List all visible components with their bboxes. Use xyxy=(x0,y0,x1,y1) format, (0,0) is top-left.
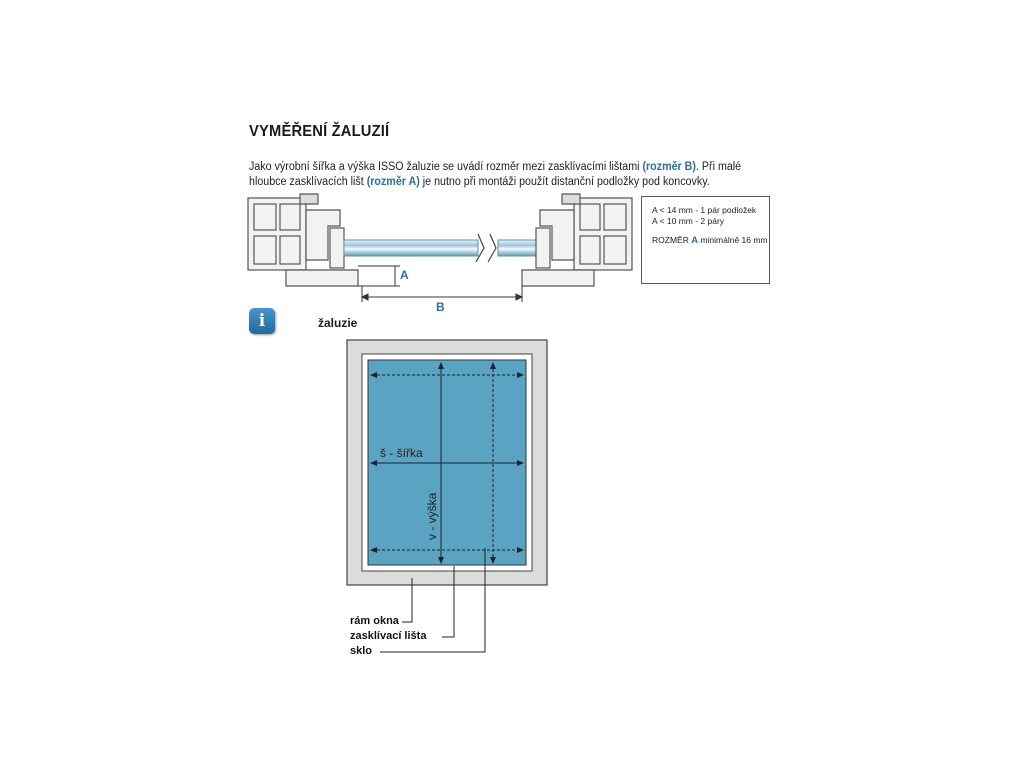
dimension-b-label: B xyxy=(436,300,445,314)
intro-part-1: Jako výrobní šířka a výška ISSO žaluzie se uvádí rozměr mezi zasklívacími lištami xyxy=(249,161,643,173)
intro-part-2: . Při malé hloubce zasklívacích lišt xyxy=(249,161,742,188)
note-two-pairs: A < 10 mm - 2 páry xyxy=(652,216,725,226)
width-label: š - šířka xyxy=(380,446,423,460)
height-label: v - výška xyxy=(425,492,439,540)
label-glazing-bead: zasklívací lišta xyxy=(350,630,427,642)
note-one-pair: A < 14 mm - 1 pár podložek xyxy=(652,205,757,215)
intro-part-3: je nutno při montáži použít distanční podložky pod koncovky. xyxy=(419,176,710,188)
profile-section-diagram xyxy=(240,190,640,320)
note-minimum-prefix: ROZMĚR xyxy=(652,235,692,245)
dimension-a-label: A xyxy=(400,268,409,282)
glass-pane-section xyxy=(344,234,540,262)
left-window-profile xyxy=(248,194,358,286)
info-icon: i xyxy=(249,308,275,334)
intro-text xyxy=(249,160,751,190)
dimension-a xyxy=(358,266,400,286)
dimension-b-reference: (rozměr B) xyxy=(642,161,696,173)
note-minimum-accent: A xyxy=(691,235,699,246)
label-glass: sklo xyxy=(350,645,373,657)
section-heading: žaluzie xyxy=(318,316,358,330)
page-title: VYMĚŘENÍ ŽALUZIÍ xyxy=(249,123,390,140)
notes-box xyxy=(641,196,770,284)
right-window-profile xyxy=(522,194,632,286)
note-minimum-suffix: minimálně 16 mm xyxy=(698,235,768,245)
dimension-a-reference: (rozměr A) xyxy=(366,176,420,188)
note-minimum xyxy=(652,235,769,246)
label-window-frame: rám okna xyxy=(350,615,399,627)
